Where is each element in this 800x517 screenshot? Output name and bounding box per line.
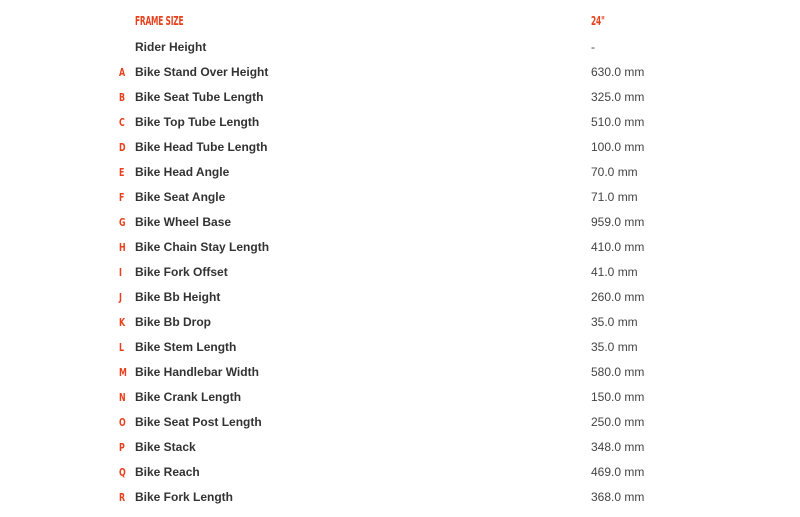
row-label: Bike Fork Length — [135, 490, 234, 504]
table-row — [0, 385, 800, 410]
row-letter: D — [119, 141, 126, 154]
row-letter: G — [119, 216, 126, 229]
row-letter: E — [119, 166, 125, 179]
table-row — [0, 110, 800, 135]
row-letter — [119, 35, 126, 60]
table-row — [0, 410, 800, 435]
row-value: 368.0 mm — [591, 490, 645, 504]
table-row — [0, 85, 800, 110]
row-letter: K — [119, 316, 125, 329]
row-label: Bike Fork Offset — [135, 265, 228, 279]
row-letter: P — [119, 441, 125, 454]
row-value: 630.0 mm — [591, 65, 645, 79]
table-row — [0, 460, 800, 485]
row-label: Bike Head Tube Length — [135, 140, 268, 154]
row-label: Bike Crank Length — [135, 390, 242, 404]
row-label: Bike Bb Drop — [135, 315, 212, 329]
row-value: 35.0 mm — [591, 315, 638, 329]
row-letter: R — [119, 491, 125, 504]
row-label: Bike Stem Length — [135, 340, 237, 354]
row-value: 71.0 mm — [591, 190, 638, 204]
row-value: 70.0 mm — [591, 165, 638, 179]
table-row — [0, 435, 800, 460]
row-letter: B — [119, 91, 125, 104]
row-value: 150.0 mm — [591, 390, 645, 404]
row-value: - — [591, 40, 595, 54]
row-label: Bike Bb Height — [135, 290, 221, 304]
row-label: Rider Height — [135, 40, 207, 54]
table-header-row — [0, 9, 800, 34]
row-value: 35.0 mm — [591, 340, 638, 354]
table-row — [0, 485, 800, 510]
row-label: Bike Chain Stay Length — [135, 240, 270, 254]
row-value: 41.0 mm — [591, 265, 638, 279]
table-row — [0, 135, 800, 160]
row-value: 100.0 mm — [591, 140, 645, 154]
row-value: 410.0 mm — [591, 240, 645, 254]
row-label: Bike Stack — [135, 440, 196, 454]
row-label: Bike Top Tube Length — [135, 115, 260, 129]
row-letter: J — [119, 291, 122, 304]
row-label: Bike Handlebar Width — [135, 365, 259, 379]
table-row — [0, 285, 800, 310]
row-letter: M — [119, 366, 127, 379]
table-row — [0, 360, 800, 385]
row-letter: C — [119, 116, 125, 129]
row-label: Bike Stand Over Height — [135, 65, 269, 79]
table-row — [0, 160, 800, 185]
row-value: 348.0 mm — [591, 440, 645, 454]
table-row — [0, 60, 800, 85]
row-value: 580.0 mm — [591, 365, 645, 379]
table-row — [0, 185, 800, 210]
row-letter: Q — [119, 466, 126, 479]
row-label: Bike Seat Angle — [135, 190, 226, 204]
row-value: 250.0 mm — [591, 415, 645, 429]
frame-size-column-heading: 24" — [591, 14, 605, 28]
row-label: Bike Reach — [135, 465, 200, 479]
row-letter: L — [119, 341, 124, 354]
row-value: 325.0 mm — [591, 90, 645, 104]
table-row — [0, 210, 800, 235]
row-value: 959.0 mm — [591, 215, 645, 229]
row-label: Bike Seat Tube Length — [135, 90, 264, 104]
row-letter: F — [119, 191, 125, 204]
table-row — [0, 35, 800, 60]
row-label: Bike Wheel Base — [135, 215, 232, 229]
row-label: Bike Head Angle — [135, 165, 230, 179]
row-value: 510.0 mm — [591, 115, 645, 129]
row-letter: O — [119, 416, 126, 429]
table-row — [0, 235, 800, 260]
row-value: 469.0 mm — [591, 465, 645, 479]
row-letter: H — [119, 241, 126, 254]
table-row — [0, 260, 800, 285]
row-value: 260.0 mm — [591, 290, 645, 304]
row-letter: N — [119, 391, 126, 404]
table-row — [0, 335, 800, 360]
frame-size-heading: FRAME SIZE — [135, 14, 184, 28]
row-letter: A — [119, 66, 125, 79]
row-letter: I — [119, 266, 122, 279]
row-label: Bike Seat Post Length — [135, 415, 262, 429]
table-row — [0, 310, 800, 335]
